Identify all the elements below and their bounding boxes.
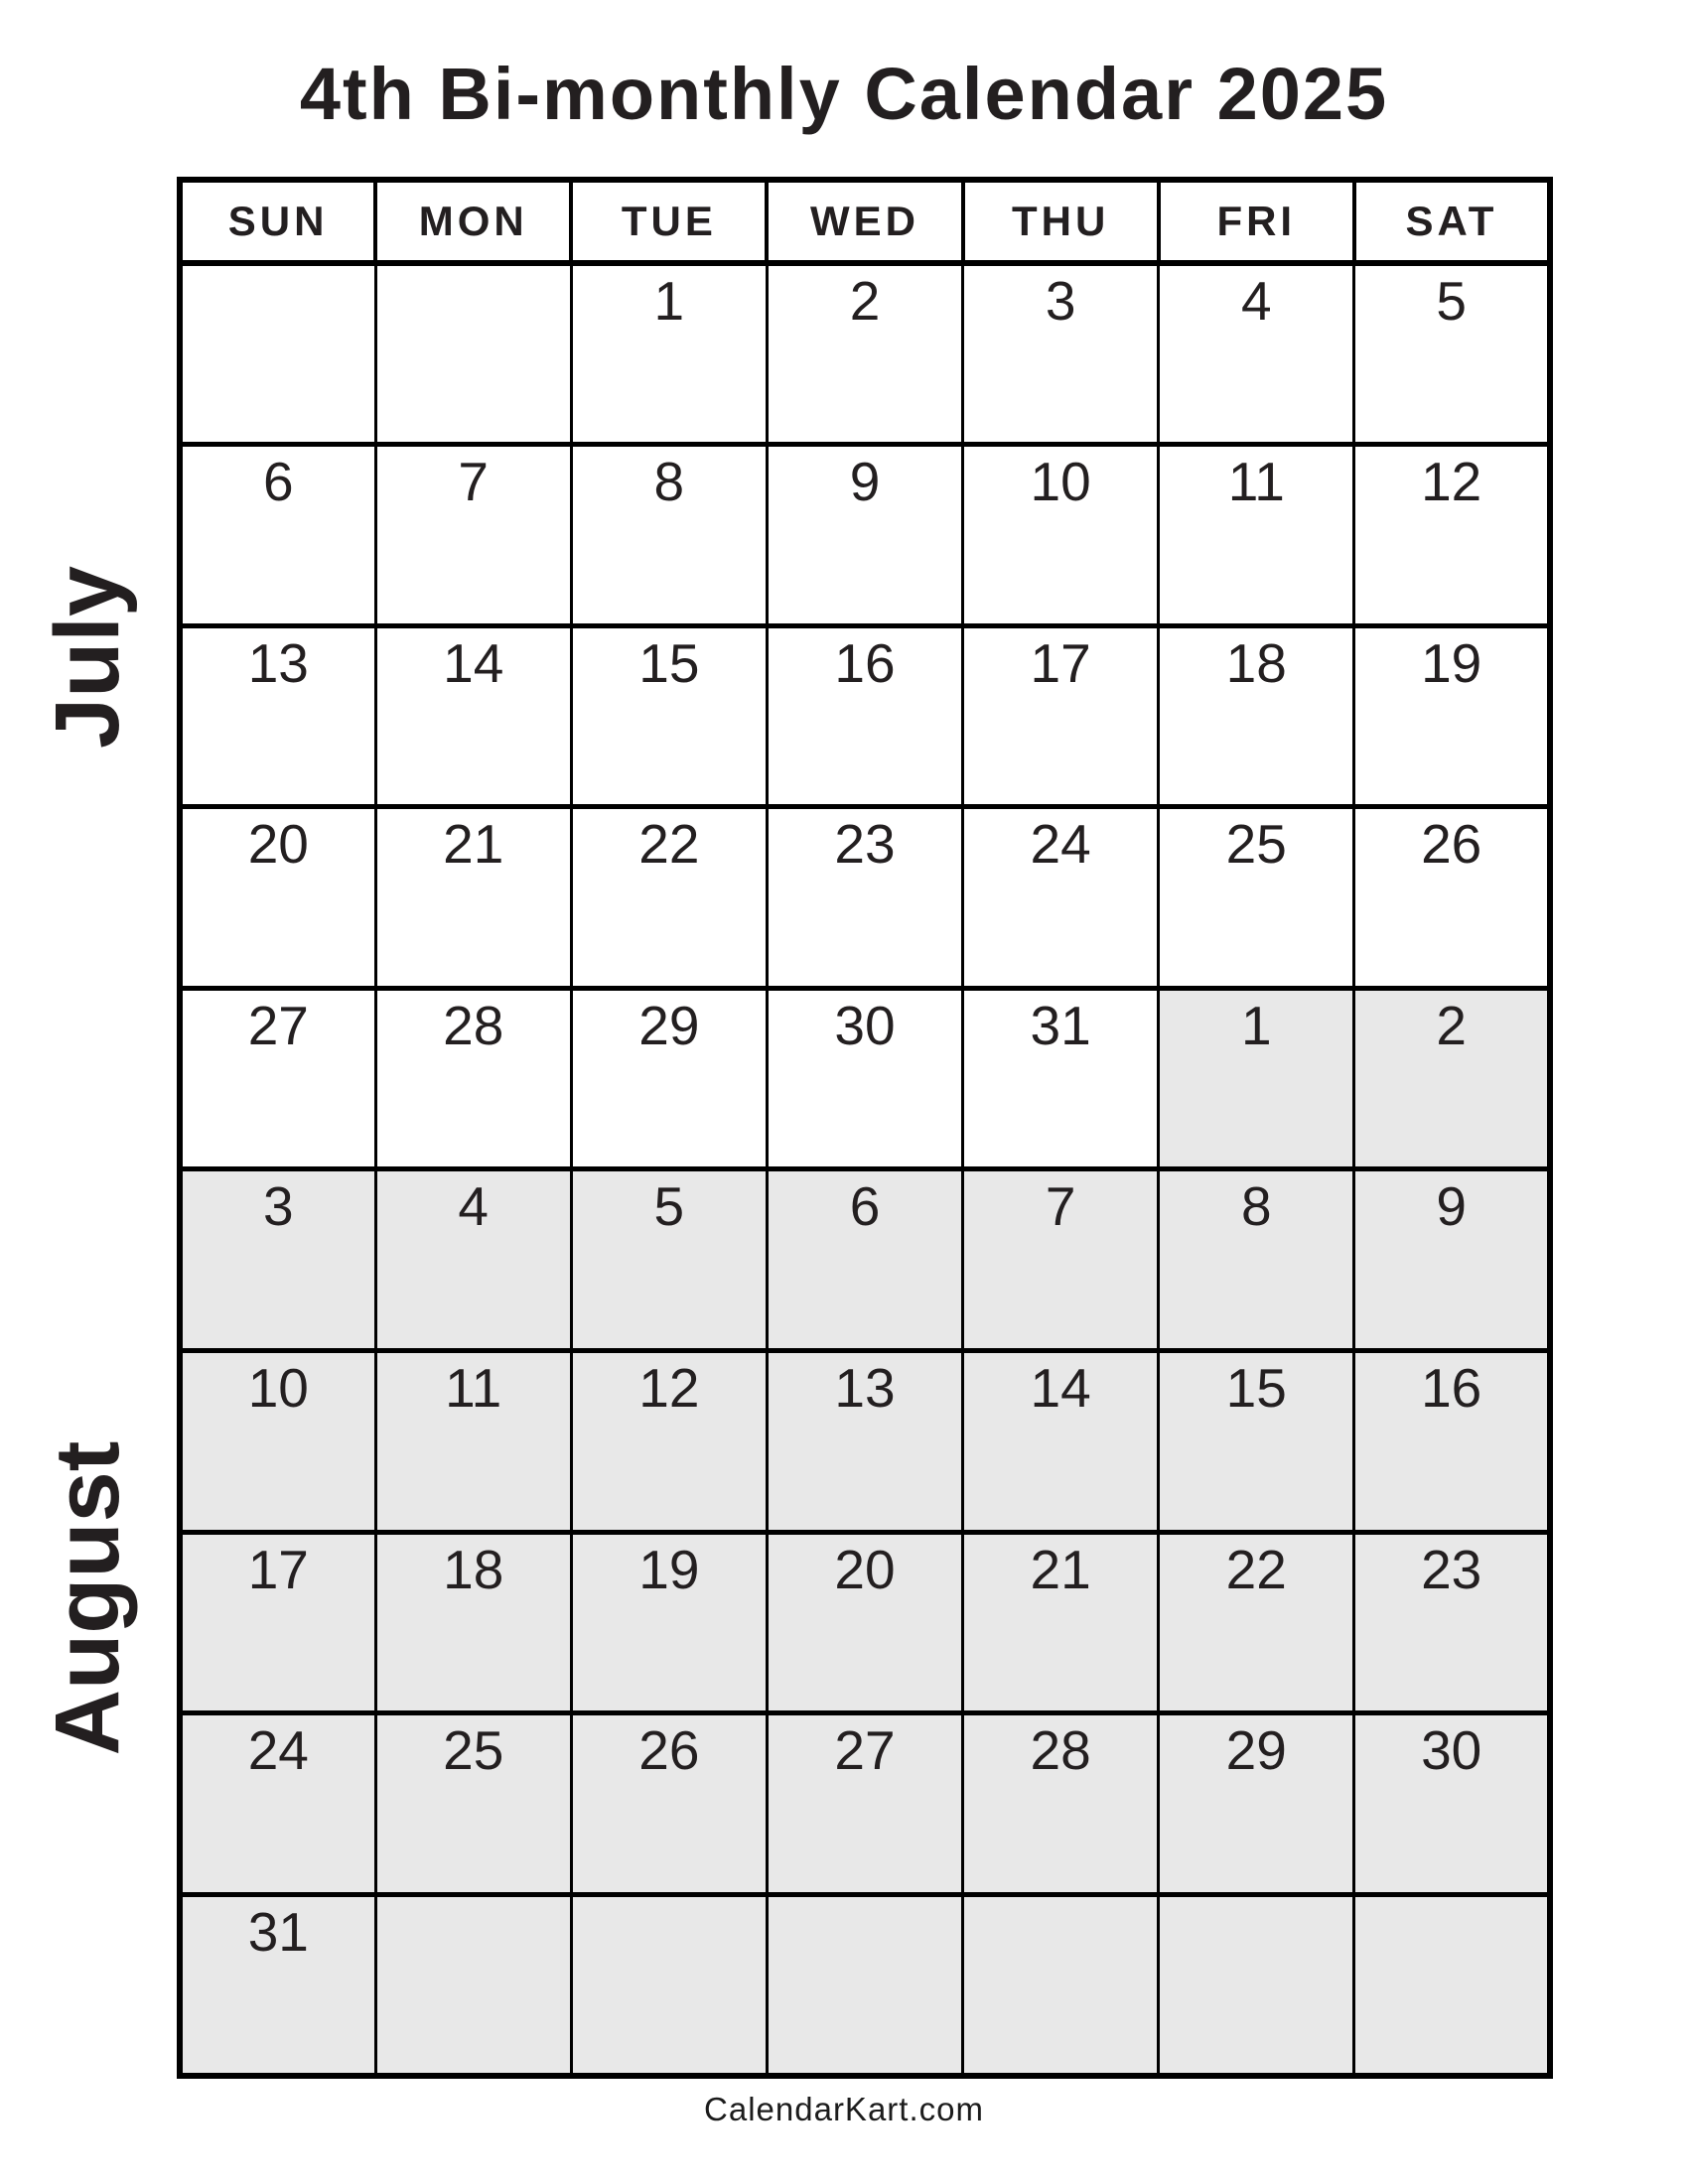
week-row — [180, 1713, 1550, 1895]
empty-day-cell — [1159, 1894, 1354, 2076]
day-cell: 14 — [375, 625, 571, 807]
day-cell: 8 — [1159, 1169, 1354, 1351]
weekday-header-sat: SAT — [1354, 180, 1550, 263]
week-row — [180, 1894, 1550, 2076]
day-cell: 30 — [1354, 1713, 1550, 1895]
week-row — [180, 1169, 1550, 1351]
week-row — [180, 988, 1550, 1169]
day-cell: 15 — [1159, 1351, 1354, 1533]
weekday-header-mon: MON — [375, 180, 571, 263]
week-row — [180, 1351, 1550, 1533]
day-cell: 3 — [180, 1169, 375, 1351]
day-cell: 10 — [180, 1351, 375, 1533]
day-cell: 22 — [571, 807, 767, 989]
week-row — [180, 445, 1550, 626]
calendar-grid — [177, 177, 1553, 2079]
day-cell: 6 — [180, 445, 375, 626]
day-cell: 8 — [571, 445, 767, 626]
day-cell: 31 — [180, 1894, 375, 2076]
weekday-header-thu: THU — [963, 180, 1159, 263]
day-cell: 23 — [1354, 1532, 1550, 1713]
day-cell: 12 — [571, 1351, 767, 1533]
day-cell: 11 — [1159, 445, 1354, 626]
day-cell: 18 — [375, 1532, 571, 1713]
day-cell: 26 — [1354, 807, 1550, 989]
day-cell: 9 — [767, 445, 962, 626]
empty-day-cell — [1354, 1894, 1550, 2076]
august-month-label: August — [37, 1440, 138, 1756]
day-cell: 17 — [180, 1532, 375, 1713]
day-cell: 19 — [571, 1532, 767, 1713]
day-cell: 11 — [375, 1351, 571, 1533]
day-cell: 9 — [1354, 1169, 1550, 1351]
day-cell: 4 — [1159, 263, 1354, 445]
day-cell: 18 — [1159, 625, 1354, 807]
site-credit: CalendarKart.com — [704, 2091, 984, 2127]
day-cell: 30 — [767, 988, 962, 1169]
day-cell: 3 — [963, 263, 1159, 445]
week-row — [180, 807, 1550, 989]
day-cell: 17 — [963, 625, 1159, 807]
day-cell: 31 — [963, 988, 1159, 1169]
day-cell: 20 — [180, 807, 375, 989]
empty-day-cell — [375, 263, 571, 445]
weekday-header-row — [180, 180, 1550, 263]
day-cell: 5 — [571, 1169, 767, 1351]
day-cell: 16 — [1354, 1351, 1550, 1533]
weekday-header-sun: SUN — [180, 180, 375, 263]
day-cell: 27 — [767, 1713, 962, 1895]
day-cell: 13 — [767, 1351, 962, 1533]
day-cell: 1 — [571, 263, 767, 445]
empty-day-cell — [180, 263, 375, 445]
day-cell: 12 — [1354, 445, 1550, 626]
page-title: 4th Bi-monthly Calendar 2025 — [299, 53, 1389, 135]
day-cell: 6 — [767, 1169, 962, 1351]
day-cell: 23 — [767, 807, 962, 989]
day-cell: 7 — [375, 445, 571, 626]
day-cell: 26 — [571, 1713, 767, 1895]
day-cell: 16 — [767, 625, 962, 807]
day-cell: 22 — [1159, 1532, 1354, 1713]
empty-day-cell — [767, 1894, 962, 2076]
day-cell: 24 — [963, 807, 1159, 989]
day-cell: 7 — [963, 1169, 1159, 1351]
day-cell: 10 — [963, 445, 1159, 626]
day-cell: 25 — [375, 1713, 571, 1895]
week-row — [180, 1532, 1550, 1713]
day-cell: 1 — [1159, 988, 1354, 1169]
day-cell: 29 — [1159, 1713, 1354, 1895]
day-cell: 5 — [1354, 263, 1550, 445]
day-cell: 19 — [1354, 625, 1550, 807]
weekday-header-fri: FRI — [1159, 180, 1354, 263]
day-cell: 21 — [963, 1532, 1159, 1713]
day-cell: 4 — [375, 1169, 571, 1351]
day-cell: 29 — [571, 988, 767, 1169]
empty-day-cell — [375, 1894, 571, 2076]
day-cell: 13 — [180, 625, 375, 807]
day-cell: 20 — [767, 1532, 962, 1713]
day-cell: 25 — [1159, 807, 1354, 989]
july-month-label: July — [37, 565, 138, 750]
week-row — [180, 625, 1550, 807]
weekday-header-wed: WED — [767, 180, 962, 263]
day-cell: 27 — [180, 988, 375, 1169]
week-row — [180, 263, 1550, 445]
day-cell: 24 — [180, 1713, 375, 1895]
day-cell: 21 — [375, 807, 571, 989]
day-cell: 2 — [1354, 988, 1550, 1169]
empty-day-cell — [963, 1894, 1159, 2076]
day-cell: 28 — [375, 988, 571, 1169]
weekday-header-tue: TUE — [571, 180, 767, 263]
empty-day-cell — [571, 1894, 767, 2076]
day-cell: 28 — [963, 1713, 1159, 1895]
day-cell: 2 — [767, 263, 962, 445]
day-cell: 14 — [963, 1351, 1159, 1533]
day-cell: 15 — [571, 625, 767, 807]
